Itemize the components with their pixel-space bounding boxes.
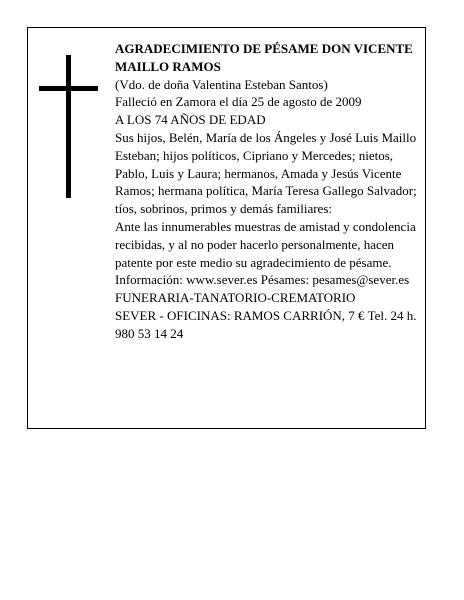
widower-line: (Vdo. de doña Valentina Esteban Santos)	[115, 76, 328, 92]
notice-text-block	[115, 40, 427, 343]
thanks-paragraph: Ante las innumerables muestras de amistad y condolencia recibidas, y al no poder hacerlo personalmente, hacen patente por este medio su agradecimiento de pésame.	[115, 218, 416, 270]
notice-title: AGRADECIMIENTO DE PÉSAME DON VICENTE MAILLO RAMOS	[115, 41, 413, 74]
funeral-home-line-1: FUNERARIA-TANATORIO-CREMATORIO	[115, 290, 356, 306]
family-paragraph: Sus hijos, Belén, María de los Ángeles y José Luis Maillo Esteban; hijos políticos, Cipriano y Mercedes; nietos, Pablo, Luis y Laura; hermanos, Amada y Jesús Vicente Ramos; hermana política, María Teresa Gallego Salvador; tíos, sobrinos, primos y demás familiares:	[115, 129, 417, 217]
info-line: Información: www.sever.es Pésames: pesames@sever.es	[115, 272, 410, 288]
cross-horizontal-bar	[39, 86, 98, 91]
funeral-home-line-2: SEVER - OFICINAS: RAMOS CARRIÓN, 7 € Tel. 24 h. 980 53 14 24	[115, 307, 417, 341]
cross-vertical-bar	[66, 55, 71, 198]
age-line: A LOS 74 AÑOS DE EDAD	[115, 112, 266, 128]
death-date-line: Falleció en Zamora el día 25 de agosto de 2009	[115, 94, 362, 110]
obituary-notice-frame	[27, 27, 426, 429]
